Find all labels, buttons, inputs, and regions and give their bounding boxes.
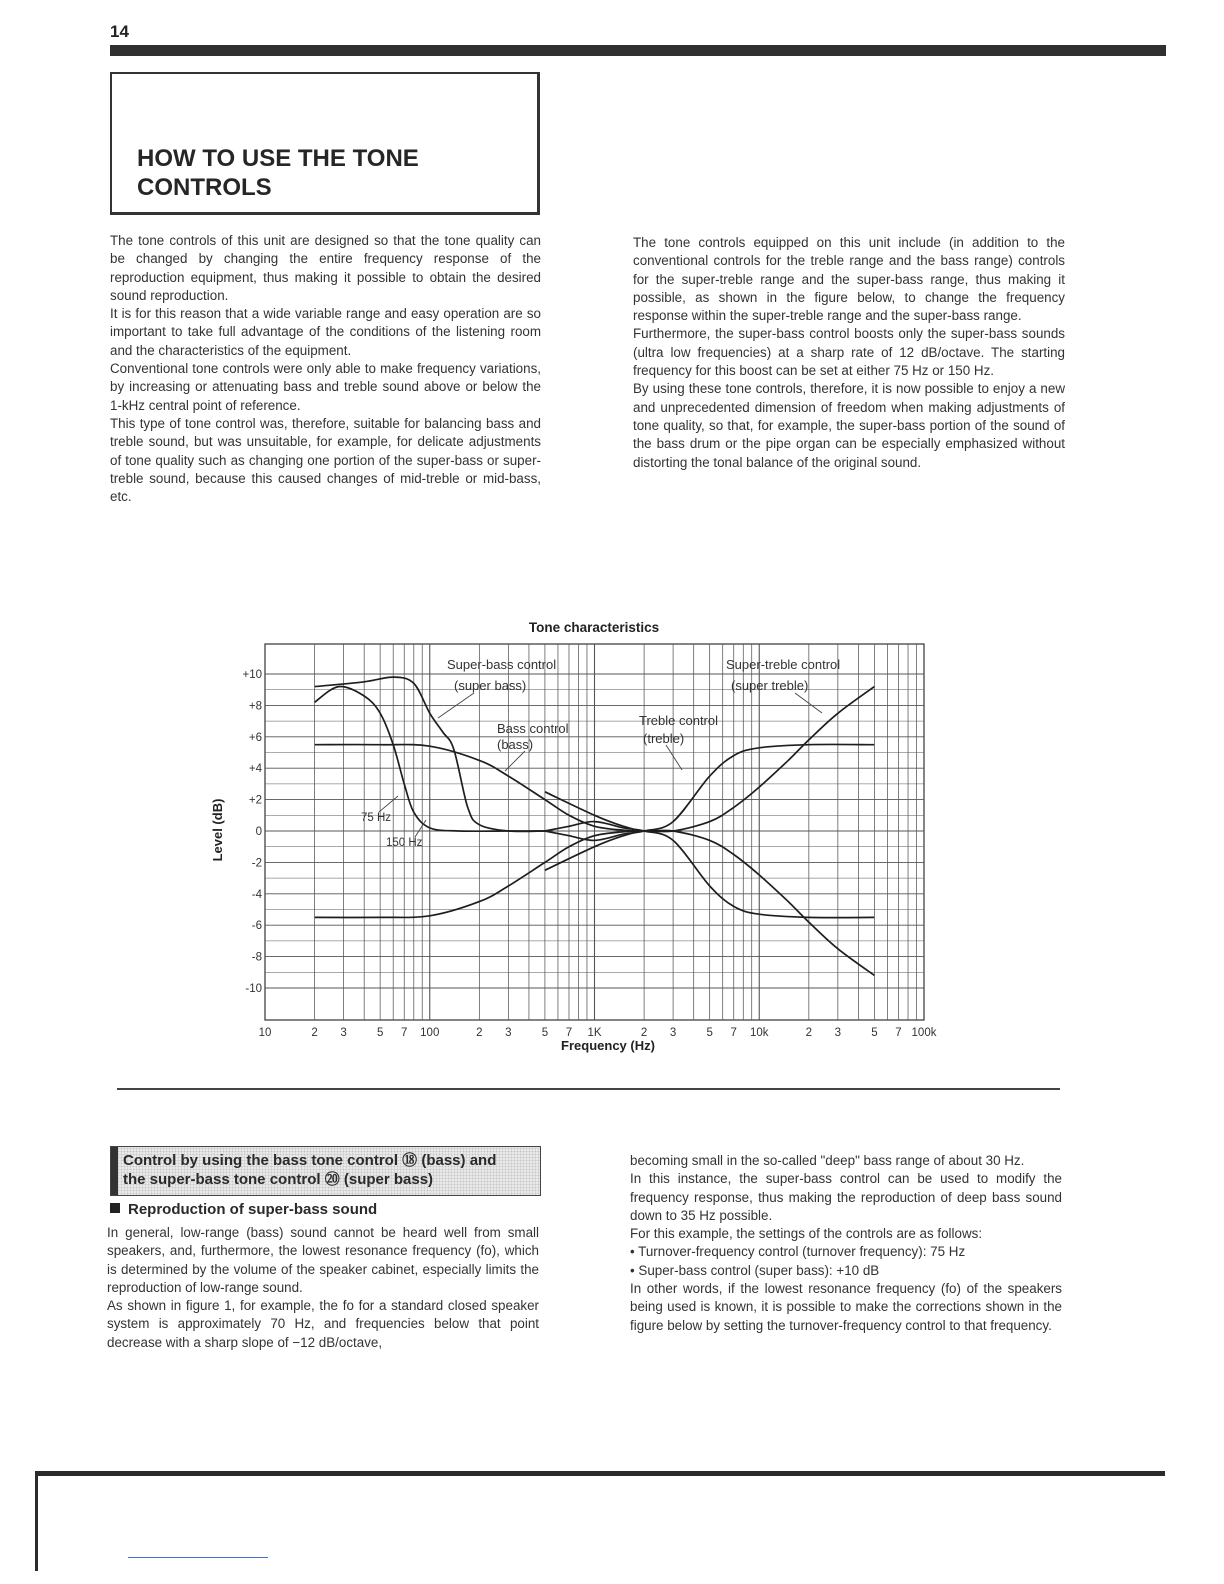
square-bullet-icon bbox=[110, 1203, 120, 1213]
paragraph: The tone controls of this unit are designed so that the tone quality can be changed by changing the entire frequency response of the reproduction equipment, thus making it possible to obtain the desired sound reproduction. bbox=[110, 233, 541, 303]
y-tick-label: +6 bbox=[248, 731, 262, 744]
chart-svg bbox=[200, 612, 960, 1062]
paragraph: Conventional tone controls were only able to make frequency variations, by increasing or attenuating bass and treble sound above or below the 1-kHz central point of reference. bbox=[110, 361, 541, 413]
x-tick-label: 1K bbox=[587, 1027, 602, 1039]
paragraph: It is for this reason that a wide variable range and easy operation are so important to take full advantage of the conditions of the listening room and the characteristics of the equipment. bbox=[110, 306, 541, 358]
paragraph: By using these tone controls, therefore, it is now possible to enjoy a new and unprecedented dimension of freedom when making adjustments of tone quality, so that, for example, the super-bass portion of the sound of the bass drum or the pipe organ can be especially emphasized without distorting the tonal balance of the original sound. bbox=[633, 381, 1065, 470]
paragraph: • Super-bass control (super bass): +10 dB bbox=[630, 1262, 880, 1278]
intro-right-column bbox=[633, 234, 1065, 472]
x-tick-label: 100 bbox=[420, 1027, 440, 1039]
annotation-treble-sub: (treble) bbox=[643, 731, 685, 746]
leader-line bbox=[379, 796, 398, 812]
section-divider bbox=[117, 1088, 1060, 1090]
subheading bbox=[110, 1201, 377, 1218]
paragraph: becoming small in the so-called "deep" bass range of about 30 Hz. bbox=[630, 1153, 1025, 1168]
section-right-column bbox=[630, 1152, 1062, 1335]
y-tick-label: -6 bbox=[251, 920, 262, 933]
paragraph: In other words, if the lowest resonance frequency (fo) of the speakers being used is known, it is possible to make the corrections shown in the figure below by setting the turnover-frequency control to that frequency. bbox=[630, 1281, 1062, 1333]
y-tick-label: -2 bbox=[251, 857, 262, 870]
paragraph: Furthermore, the super-bass control boosts only the super-bass sounds (ultra low frequencies) at a sharp rate of 12 dB/octave. The starting frequency for this boost can be set at either 75 Hz or 150 Hz. bbox=[633, 326, 1065, 379]
annotation-150hz: 150 Hz bbox=[386, 837, 423, 849]
header-rule bbox=[110, 45, 1166, 56]
footer-mark bbox=[128, 1557, 268, 1558]
annotation-super-bass-label: Super-bass control bbox=[447, 657, 557, 672]
title-box bbox=[110, 72, 540, 215]
y-tick-label: 0 bbox=[255, 826, 262, 838]
footer-rule bbox=[35, 1471, 1165, 1476]
y-tick-label: -8 bbox=[251, 951, 262, 964]
y-tick-label: -10 bbox=[245, 983, 262, 995]
intro-left-column bbox=[110, 232, 541, 506]
x-tick-label: 2 bbox=[476, 1027, 483, 1039]
curve-bass-cut bbox=[315, 831, 660, 918]
annotation-75hz: 75 Hz bbox=[361, 812, 392, 824]
x-tick-label: 10 bbox=[258, 1027, 272, 1039]
page-number: 14 bbox=[110, 22, 129, 41]
chart-title: Tone characteristics bbox=[528, 620, 660, 635]
x-tick-label: 7 bbox=[895, 1027, 902, 1039]
paragraph: The tone controls equipped on this unit include (in addition to the conventional controls for the treble range and the bass range) controls for the super-treble range and the super-bass range, thus making it possible, as shown in the figure below, to change the frequency response within the super-treble range and the super-bass range. bbox=[633, 235, 1065, 324]
leader-line bbox=[666, 745, 682, 770]
x-tick-label: 7 bbox=[730, 1027, 737, 1039]
x-tick-label: 2 bbox=[311, 1027, 318, 1039]
section-heading bbox=[123, 1151, 538, 1189]
x-tick-label: 3 bbox=[340, 1027, 347, 1039]
x-tick-label: 2 bbox=[640, 1027, 648, 1039]
annotation-super-treble-label: Super-treble control bbox=[726, 657, 841, 672]
x-tick-label: 7 bbox=[401, 1027, 408, 1039]
page-edge bbox=[35, 1471, 38, 1571]
y-tick-label: +2 bbox=[248, 794, 262, 807]
y-tick-label: +10 bbox=[242, 669, 262, 681]
y-tick-label: +8 bbox=[248, 700, 262, 713]
annotation-bass-sub: (bass) bbox=[497, 737, 534, 752]
x-tick-label: 3 bbox=[669, 1027, 677, 1039]
paragraph: This type of tone control was, therefore, suitable for balancing bass and treble sound, but was unsuitable, for example, for delicate adjustments of tone quality such as changing one portion of the super-bass or super-treble sound, because this caused changes of mid-treble or mid-bass, etc. bbox=[110, 415, 541, 505]
leader-line bbox=[415, 820, 426, 837]
x-tick-label: 5 bbox=[541, 1027, 549, 1039]
x-tick-label: 3 bbox=[505, 1027, 512, 1039]
paragraph: In general, low-range (bass) sound cannot be heard well from small speakers, and, furthermore, the lowest resonance frequency (fo), which is determined by the volume of the speaker cabinet, especially limits the reproduction of low-range sound. bbox=[107, 1225, 539, 1295]
x-tick-label: 5 bbox=[376, 1027, 384, 1039]
x-tick-label: 5 bbox=[706, 1027, 713, 1039]
paragraph: • Turnover-frequency control (turnover frequency): 75 Hz bbox=[630, 1244, 966, 1260]
heading-stripe bbox=[111, 1147, 118, 1195]
annotation-super-bass-sub: (super bass) bbox=[454, 678, 527, 693]
subheading-text: Reproduction of super-bass sound bbox=[128, 1201, 378, 1218]
x-tick-label: 7 bbox=[565, 1027, 573, 1039]
section-heading-line: Control by using the bass tone control ⑱ (bass) and bbox=[123, 1152, 497, 1169]
x-tick-label: 10k bbox=[749, 1027, 769, 1039]
x-tick-label: 100k bbox=[911, 1027, 937, 1039]
x-tick-label: 3 bbox=[834, 1027, 842, 1039]
section-heading-box bbox=[110, 1146, 541, 1196]
x-tick-label: 5 bbox=[871, 1027, 878, 1039]
tone-characteristics-chart bbox=[200, 612, 960, 1062]
y-tick-label: -4 bbox=[251, 888, 262, 901]
section-heading-line: the super-bass tone control ⑳ (super bass) bbox=[123, 1171, 434, 1188]
y-axis-label: Level (dB) bbox=[210, 798, 225, 862]
annotation-super-treble-sub: (super treble) bbox=[731, 678, 809, 693]
x-axis-label: Frequency (Hz) bbox=[561, 1038, 655, 1053]
annotation-treble-label: Treble control bbox=[639, 713, 718, 728]
paragraph: In this instance, the super-bass control can be used to modify the frequency response, thus making the reproduction of deep bass sound down to 35 Hz possible. bbox=[630, 1171, 1062, 1223]
y-tick-label: +4 bbox=[248, 763, 262, 776]
paragraph: As shown in figure 1, for example, the fo for a standard closed speaker system is approximately 70 Hz, and frequencies below that point decrease with a sharp slope of −12 dB/octave, bbox=[107, 1298, 539, 1350]
page-title: HOW TO USE THE TONE CONTROLS bbox=[137, 145, 419, 201]
annotation-bass-label: Bass control bbox=[497, 721, 569, 736]
paragraph: For this example, the settings of the controls are as follows: bbox=[630, 1226, 983, 1242]
x-tick-label: 2 bbox=[805, 1027, 813, 1039]
section-left-column bbox=[107, 1224, 539, 1352]
